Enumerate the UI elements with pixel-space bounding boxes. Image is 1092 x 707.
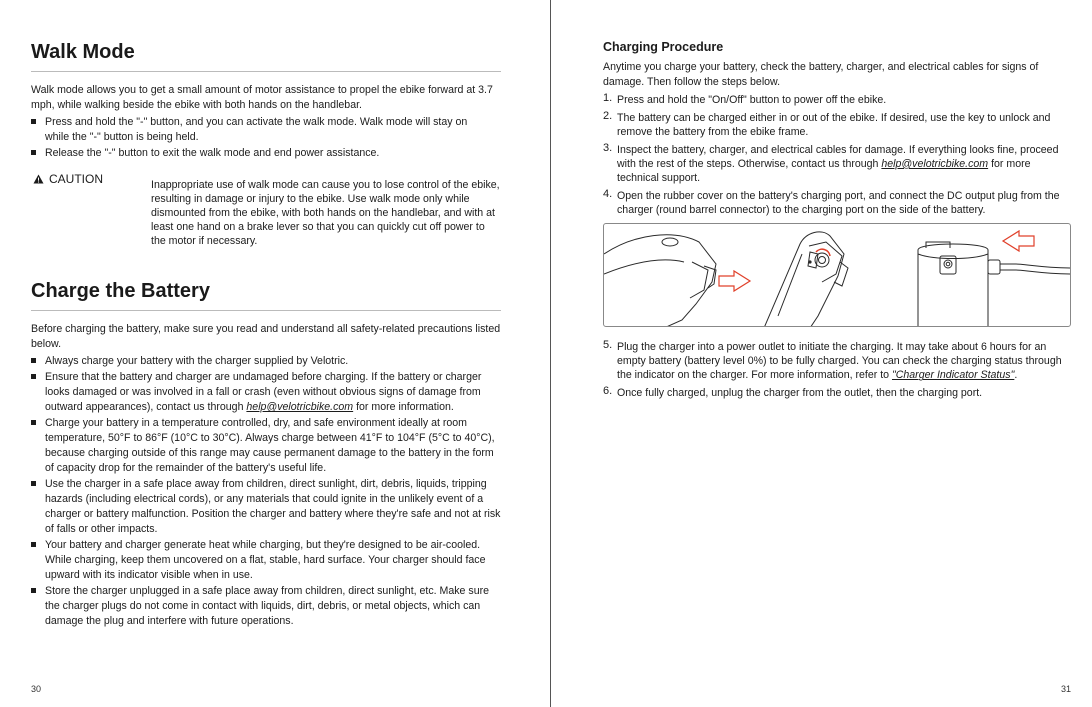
page-number: 31 <box>1061 684 1072 694</box>
step-text: Open the rubber cover on the battery's charging port, and connect the DC output plug from the charger (round barrel connector) to the charging port on the side of the battery. <box>617 189 1060 216</box>
caution-label <box>33 172 103 186</box>
list-item <box>31 584 501 628</box>
list-item <box>31 354 501 369</box>
step-text: The battery can be charged either in or out of the ebike. If desired, use the key to unlock and remove the battery from the ebike frame. <box>617 111 1051 138</box>
charging-procedure-heading: Charging Procedure <box>603 40 724 54</box>
walk-mode-intro: Walk mode allows you to get a small amount of motor assistance to propel the ebike forward at 3.7 mph, while walking beside the ebike with both hands on the handlebar. <box>31 84 493 111</box>
step-text: for more technical support. <box>617 157 1031 185</box>
list-item-text: Ensure that the battery and charger are undamaged before charging. If the battery or charger looks damaged or was involved in a fall or crash (even without obvious signs of damage from outward appearances), contact us through <box>45 371 482 413</box>
list-item-text: Charge your battery in a temperature controlled, dry, and safe environment ideally at room temperature, 50°F to 86°F (10°C to 30°C). Always charge between 41°F to 104°F (5°C to 40°C), because charging outside of this range may cause permanent damage to the battery in the form of capacity drop for the remainder of the battery's useful life. <box>45 417 495 474</box>
charge-battery-intro: Before charging the battery, make sure you read and understand all safety-related precautions listed below. <box>31 323 501 350</box>
step-item <box>603 340 1065 383</box>
walk-mode-bullets <box>31 115 491 163</box>
charging-procedure-intro: Anytime you charge your battery, check the battery, charger, and electrical cables for signs of damage. Then follow the steps below. <box>603 61 1039 88</box>
step-item <box>603 111 1065 139</box>
support-email-link[interactable]: help@velotricbike.com <box>246 400 354 413</box>
step-number: 1. <box>603 92 613 104</box>
step-text: Press and hold the "On/Off" button to power off the ebike. <box>617 94 887 106</box>
list-item-text: Use the charger in a safe place away from children, direct sunlight, dirt, debris, liquids, tripping hazards (including electrical cords), or any materials that could ignite in the unlikely event of a charger or battery malfunction. Position the charger and battery where they're safe and not at risk of falls or other impacts. <box>45 478 501 535</box>
charge-battery-rule <box>31 310 501 311</box>
step-text: . <box>1014 369 1018 382</box>
charge-battery-title: Charge the Battery <box>31 280 210 302</box>
caution-label-text: CAUTION <box>49 172 103 186</box>
step-number: 2. <box>603 109 613 122</box>
charger-indicator-status-link[interactable]: "Charger Indicator Status" <box>891 369 1015 382</box>
step-text: Plug the charger into a power outlet to initiate the charging. It may take about 6 hours for an empty battery (battery level 0%) to be fully charged. You can check the charging status through the indicator on the charger. For more information, refer to <box>617 341 1062 382</box>
warning-icon <box>33 174 44 184</box>
arrow-right-icon <box>719 271 750 291</box>
step-item <box>603 386 1065 400</box>
walk-mode-rule <box>31 71 501 72</box>
list-item-text: Your battery and charger generate heat while charging, but they're designed to be air-cooled. While charging, keep them uncovered on a flat, stable, hard surface. Your charger should face upward with its indicator visible when in use. <box>45 538 486 581</box>
list-item <box>31 370 501 414</box>
support-email-link[interactable]: help@velotricbike.com <box>881 157 989 170</box>
list-item: Press and hold the "-" button, and you can activate the walk mode. Walk mode will stay on while the "-" button is being held. <box>31 115 491 145</box>
walk-mode-title: Walk Mode <box>31 41 135 63</box>
page-divider <box>550 0 551 707</box>
step-item <box>603 189 1065 217</box>
step-number: 6. <box>603 385 613 398</box>
list-item <box>31 416 501 475</box>
charging-steps <box>603 93 1065 221</box>
charge-battery-bullets <box>31 354 501 630</box>
list-item <box>31 477 501 536</box>
list-item: Release the "-" button to exit the walk mode and end power assistance. <box>31 146 491 161</box>
list-item-text: Store the charger unplugged in a safe place away from children, direct sunlight, etc. Make sure the charger plugs do not come in contact with liquids, dirt, debris, or metal objects, which can damage the plug and interfere with future operations. <box>45 584 490 627</box>
step-item <box>603 93 1065 107</box>
step-item <box>603 143 1065 186</box>
charging-steps-continued <box>603 340 1065 404</box>
page-number: 30 <box>31 684 42 694</box>
list-item-text: Always charge your battery with the charger supplied by Velotric. <box>45 355 349 367</box>
step-text: Inspect the battery, charger, and electrical cables for damage. If everything looks fine, proceed with the rest of the steps. Otherwise, contact us through <box>617 143 1059 170</box>
step-number: 5. <box>603 339 613 351</box>
list-item-text: for more information. <box>353 400 454 413</box>
arrow-left-icon <box>1003 231 1034 251</box>
step-text: Once fully charged, unplug the charger from the outlet, then the charging port. <box>617 387 983 400</box>
caution-text: Inappropriate use of walk mode can cause you to lose control of the ebike, resulting in damage or injury to the ebike. Use walk mode only while dismounted from the ebike, with both hands on the handlebar, and with at least one hand on a brake lever so that you can quickly cut off power to the motor if necessary. <box>151 179 500 247</box>
list-item <box>31 538 501 582</box>
battery-illustration <box>604 224 1071 327</box>
charging-port-illustration <box>603 223 1071 327</box>
step-number: 4. <box>603 187 613 200</box>
step-number: 3. <box>603 141 613 154</box>
